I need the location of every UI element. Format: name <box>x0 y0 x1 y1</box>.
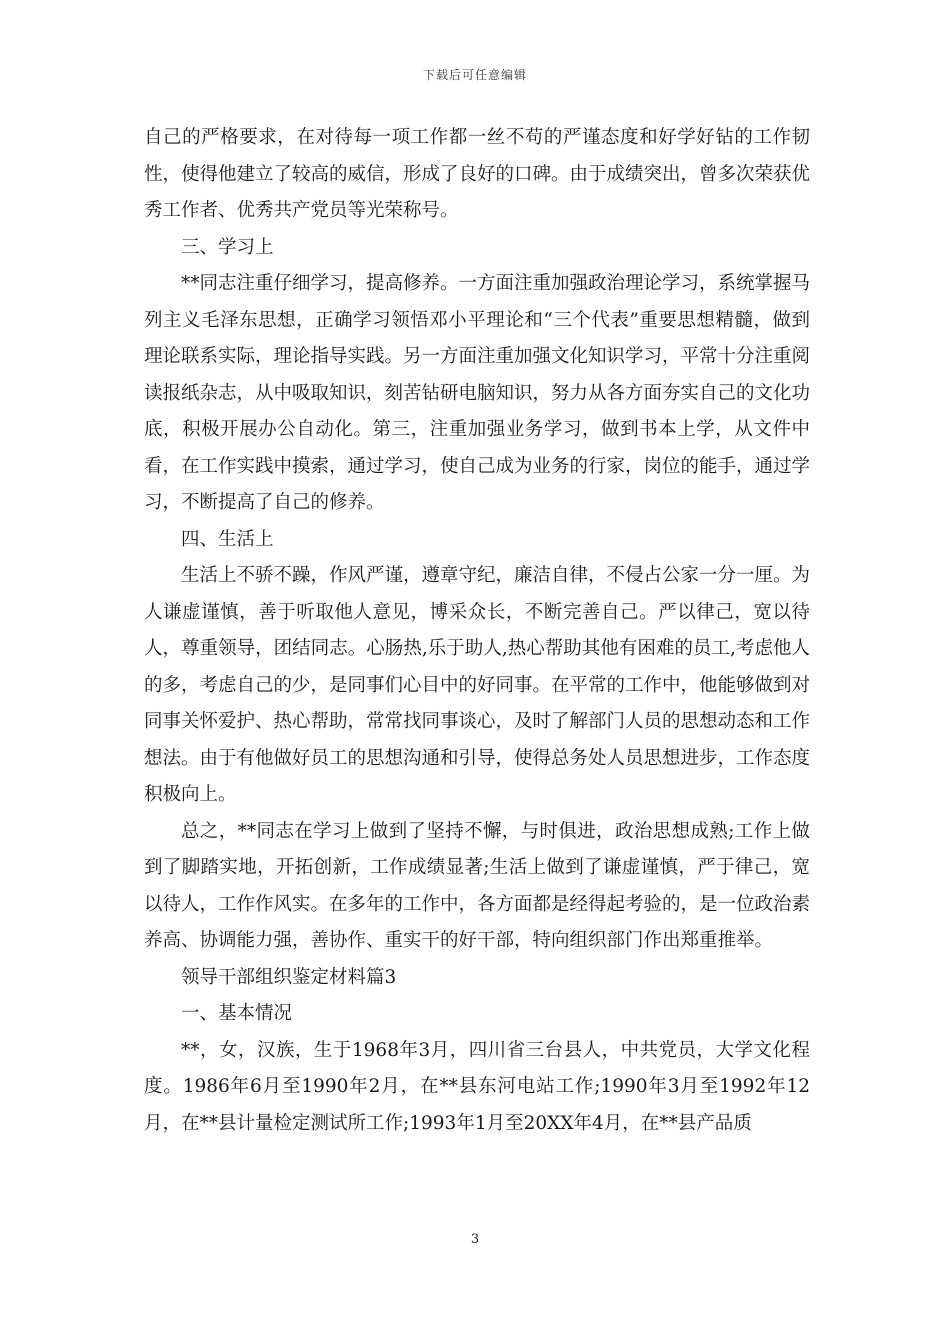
article-title: 领导干部组织鉴定材料篇3 <box>181 966 397 988</box>
section-heading-basic-info: 一、基本情况 <box>181 1003 293 1024</box>
paragraph-life: 生活上不骄不躁，作风严谨，遵章守纪，廉洁自律，不侵占公家一分一厘。为人谦虚谨慎，善于听取他人意见，博采众长，不断完善自己。严以律己，宽以待人，尊重领导，团结同志。心肠热,乐于助人,热心帮助其他有困难的员工,考虑他人的多，考虑自己的少，是同事们心目中的好同事。在平常的工作中，他能够做到对同事关怀爱护、热心帮助，常常找同事谈心，及时了解部门人员的思想动态和工作想法。由于有他做好员工的思想沟通和引导，使得总务处人员思想进步，工作态度积极向上。 <box>144 565 811 805</box>
section-heading-life: 四、生活上 <box>181 528 274 550</box>
paragraph-continuation: 自己的严格要求，在对待每一项工作都一丝不苟的严谨态度和好学好钻的工作韧性，使得他建立了较高的威信，形成了良好的口碑。由于成绩突出，曾多次荣获优秀工作者、优秀共产党员等光荣称号。 <box>144 127 811 221</box>
page-header: 下载后可任意编辑 <box>422 68 527 82</box>
page-number: 3 <box>470 1232 480 1247</box>
document-body <box>144 120 810 1142</box>
section-heading-study: 三、学习上 <box>181 236 274 258</box>
paragraph-basic-info: **，女，汉族，生于1968年3月，四川省三台县人，中共党员，大学文化程度。1986年6月至1990年2月，在**县东河电站工作;1990年3月至1992年12月，在**县计量检定测试所工作;1993年1月至20XX年4月，在**县产品质 <box>144 1039 810 1134</box>
paragraph-summary: 总之，**同志在学习上做到了坚持不懈，与时俱进，政治思想成熟;工作上做到了脚踏实地，开拓创新，工作成绩显著;生活上做到了谦虚谨慎，严于律己，宽以待人，工作作风实。在多年的工作中，各方面都是经得起考验的，是一位政治素养高、协调能力强，善协作、重实干的好干部，特向组织部门作出郑重推举。 <box>144 820 811 951</box>
paragraph-study: **同志注重仔细学习，提高修养。一方面注重加强政治理论学习，系统掌握马列主义毛泽东思想，正确学习领悟邓小平理论和“三个代表”重要思想精髓，做到理论联系实际，理论指导实践。另一方面注重加强文化知识学习，平常十分注重阅读报纸杂志，从中吸取知识，刻苦钻研电脑知识，努力从各方面夯实自己的文化功底，积极开展办公自动化。第三，注重加强业务学习，做到书本上学，从文件中看，在工作实践中摸索，通过学习，使自己成为业务的行家，岗位的能手，通过学习，不断提高了自己的修养。 <box>144 273 811 513</box>
